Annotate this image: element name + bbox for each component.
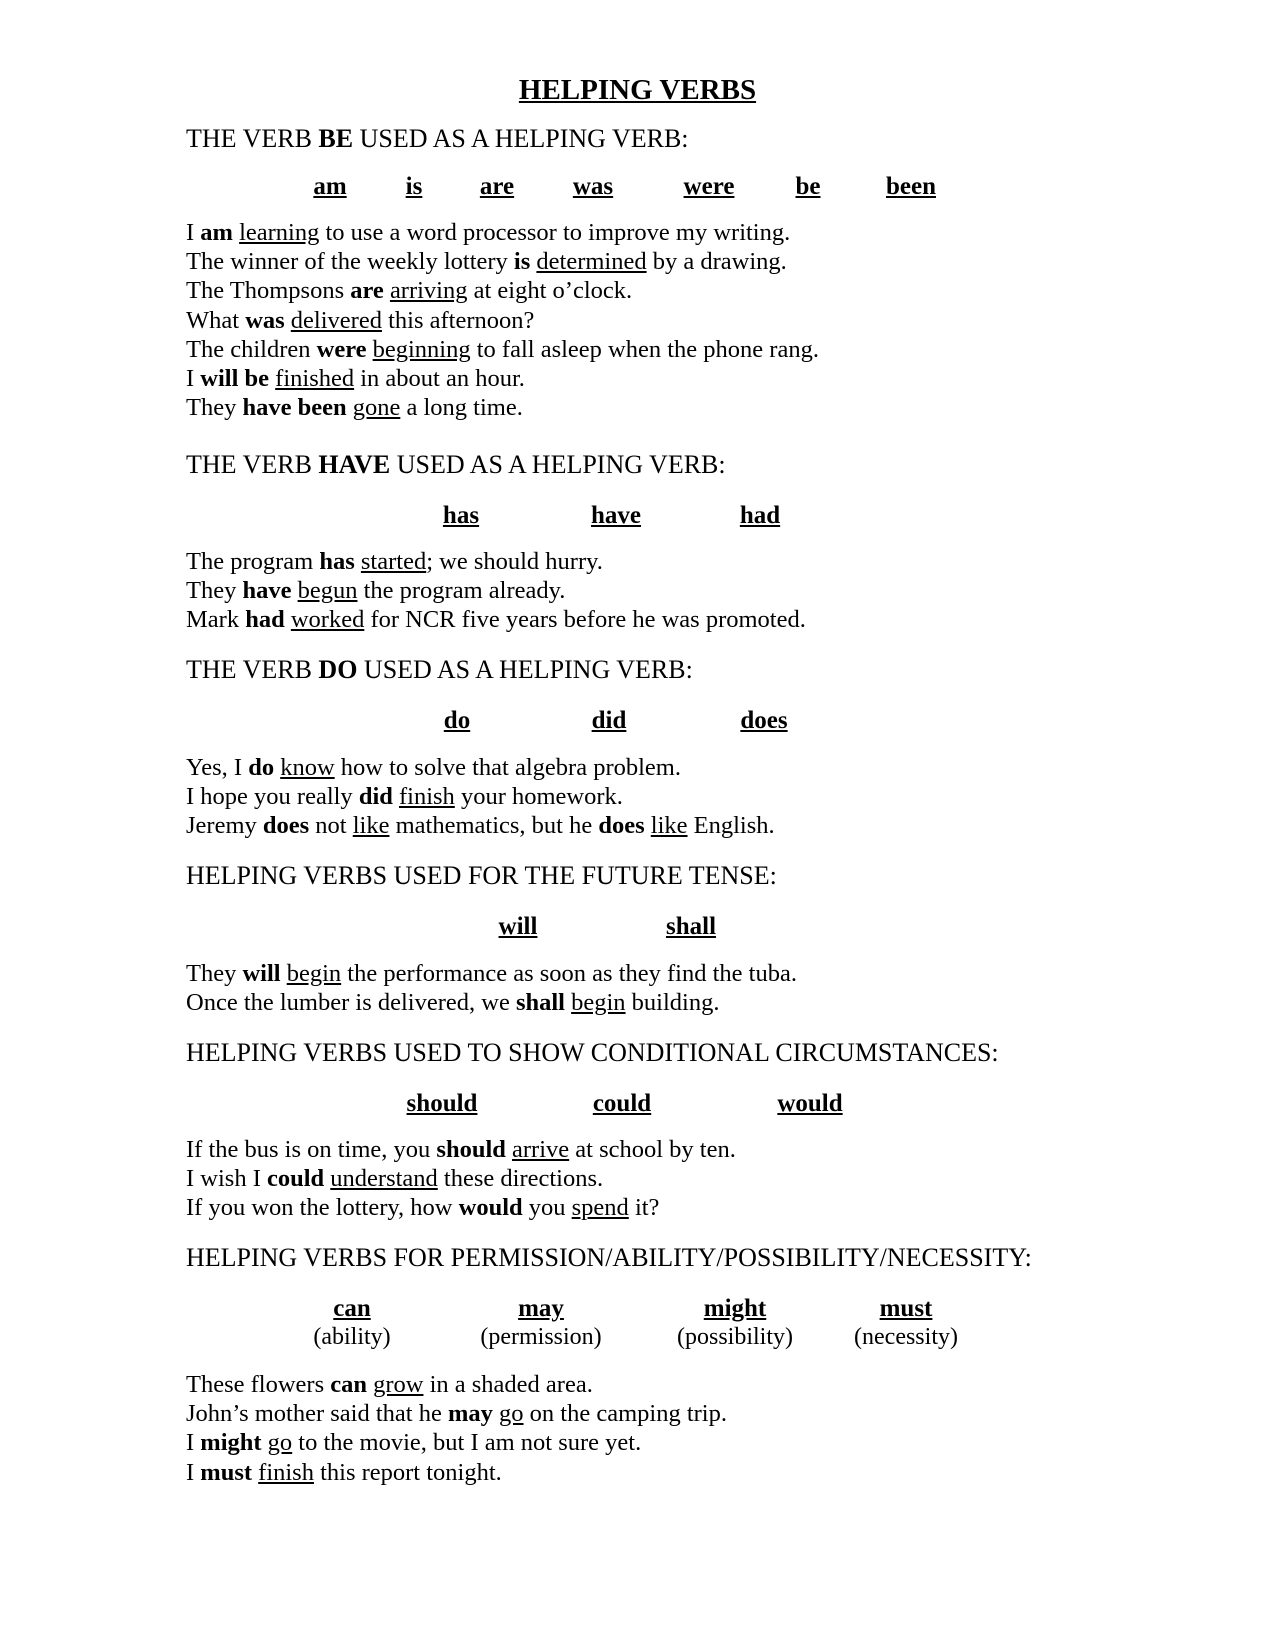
section-heading xyxy=(186,861,777,891)
example-sentence xyxy=(186,365,525,393)
verb-meaning: (possibility) xyxy=(676,1324,794,1350)
sentence-text: the program already. xyxy=(357,577,566,605)
heading-text: THE VERB xyxy=(186,124,319,153)
heading-verb: DO xyxy=(318,655,358,684)
section-heading xyxy=(186,1243,1032,1273)
helping-verb-text: have been xyxy=(242,394,347,422)
section-heading xyxy=(186,655,693,685)
helping-verb-text: did xyxy=(358,783,393,811)
sentence-text: They xyxy=(186,577,243,605)
example-sentence xyxy=(186,1400,727,1428)
sentence-text: Yes, I xyxy=(186,754,249,781)
main-verb-text: spend xyxy=(571,1194,629,1222)
sentence-text: these directions. xyxy=(437,1165,604,1193)
helping-verb-will: will xyxy=(498,913,538,940)
main-verb-text: gone xyxy=(352,394,401,422)
main-verb-text: worked xyxy=(290,606,365,634)
helping-verb-text: will be xyxy=(200,365,270,392)
helping-verb-text: must xyxy=(200,1458,253,1486)
main-verb-text: begin xyxy=(286,960,342,987)
sentence-text: I hope you really xyxy=(186,783,359,811)
sentence-text: What xyxy=(186,306,246,334)
main-verb-text: go xyxy=(499,1400,524,1428)
example-sentence xyxy=(186,812,775,840)
main-verb-text: beginning xyxy=(372,335,471,363)
helping-verb-are: are xyxy=(479,173,515,200)
sentence-text: in about an hour. xyxy=(354,365,525,392)
sentence-text: your homework. xyxy=(454,783,623,811)
helping-verb-been: been xyxy=(886,173,936,200)
sentence-text: The children xyxy=(186,335,317,363)
heading-text: HELPING VERBS FOR PERMISSION/ABILITY/POSSIBILITY/NECESSITY: xyxy=(186,1243,1032,1272)
sentence-text: mathematics, but he xyxy=(389,812,599,840)
sentence-text: on the camping trip. xyxy=(523,1400,727,1428)
sentence-text: They xyxy=(186,960,243,987)
example-sentence xyxy=(186,1459,502,1487)
helping-verb-text: would xyxy=(458,1194,523,1222)
helping-verb-text: do xyxy=(248,754,275,781)
helping-verb-text: does xyxy=(262,812,310,840)
sentence-text: ; we should hurry. xyxy=(426,548,603,575)
helping-verb-is: is xyxy=(405,173,423,200)
sentence-text: how to solve that algebra problem. xyxy=(334,754,681,781)
helping-verb-can: can xyxy=(333,1295,371,1322)
helping-verb-text: had xyxy=(245,606,285,634)
sentence-text: the performance as soon as they find the tuba. xyxy=(341,960,797,987)
main-verb-text: like xyxy=(352,812,390,840)
helping-verb-text: were xyxy=(316,335,367,363)
sentence-text: They xyxy=(186,394,243,422)
helping-verb-text: could xyxy=(266,1165,325,1193)
helping-verb-be: be xyxy=(795,173,821,200)
helping-verb-did: did xyxy=(591,707,627,734)
sentence-text: it? xyxy=(628,1194,660,1222)
example-sentence xyxy=(186,307,534,335)
helping-verb-could: could xyxy=(592,1090,652,1117)
sentence-text: If you won the lottery, how xyxy=(186,1194,459,1222)
sentence-text: The winner of the weekly lottery xyxy=(186,248,514,276)
heading-text: THE VERB xyxy=(186,450,319,479)
main-verb-text: begun xyxy=(297,577,358,605)
helping-verb-text: am xyxy=(200,219,233,246)
sentence-text: The Thompsons xyxy=(186,277,351,305)
heading-text: HELPING VERBS USED TO SHOW CONDITIONAL CIRCUMSTANCES: xyxy=(186,1038,999,1067)
main-verb-text: delivered xyxy=(290,306,382,334)
main-verb-text: go xyxy=(267,1429,293,1457)
helping-verb-text: have xyxy=(242,577,292,605)
verb-meaning: (necessity) xyxy=(854,1324,958,1350)
sentence-text: These flowers xyxy=(186,1371,331,1398)
helping-verb-might: might xyxy=(703,1295,767,1322)
sentence-text: I wish I xyxy=(186,1165,267,1193)
example-sentence xyxy=(186,277,632,305)
example-sentence xyxy=(186,754,681,782)
example-sentence xyxy=(186,783,623,811)
example-sentence xyxy=(186,1429,641,1457)
main-verb-text: arrive xyxy=(512,1136,570,1163)
sentence-text: John’s mother said that he xyxy=(186,1400,448,1428)
sentence-text: not xyxy=(309,812,353,840)
example-sentence xyxy=(186,248,787,276)
verb-meaning: (ability) xyxy=(313,1324,391,1350)
heading-verb: BE xyxy=(318,124,354,153)
sentence-text: this report tonight. xyxy=(313,1458,502,1486)
sentence-text: I xyxy=(186,1429,201,1457)
helping-verb-were: were xyxy=(683,173,735,200)
sentence-text: Jeremy xyxy=(186,812,263,840)
verb-meaning: (permission) xyxy=(480,1324,602,1350)
main-verb-text: finish xyxy=(399,783,455,811)
example-sentence xyxy=(186,1194,659,1222)
sentence-text: I xyxy=(186,219,201,246)
helping-verb-text: will xyxy=(242,960,281,987)
sentence-text: The program xyxy=(186,548,320,575)
sentence-text: to the movie, but I am not sure yet. xyxy=(292,1429,642,1457)
sentence-text: If the bus is on time, you xyxy=(186,1136,437,1163)
helping-verb-would: would xyxy=(777,1090,843,1117)
sentence-text: at school by ten. xyxy=(569,1136,736,1163)
sentence-text: for NCR five years before he was promoted. xyxy=(364,606,806,634)
example-sentence xyxy=(186,336,819,364)
sentence-text: Once the lumber is delivered, we xyxy=(186,989,516,1017)
sentence-text: this afternoon? xyxy=(381,306,535,334)
main-verb-text: determined xyxy=(536,248,647,276)
helping-verb-should: should xyxy=(406,1090,478,1117)
main-verb-text: finish xyxy=(258,1458,314,1486)
helping-verb-text: is xyxy=(513,248,531,276)
helping-verb-does: does xyxy=(740,707,788,734)
helping-verb-may: may xyxy=(518,1295,564,1322)
sentence-text: a long time. xyxy=(400,394,523,422)
page-title: HELPING VERBS xyxy=(518,74,757,106)
helping-verb-text: was xyxy=(245,306,285,334)
sentence-text: to fall asleep when the phone rang. xyxy=(470,335,819,363)
heading-verb: HAVE xyxy=(318,450,391,479)
main-verb-text: grow xyxy=(373,1371,424,1398)
example-sentence xyxy=(186,606,806,634)
helping-verb-text: has xyxy=(319,548,355,575)
section-heading xyxy=(186,1038,999,1068)
section-heading xyxy=(186,124,689,154)
main-verb-text: like xyxy=(650,812,688,840)
sentence-text: I xyxy=(186,365,201,392)
main-verb-text: understand xyxy=(330,1165,438,1193)
heading-text: THE VERB xyxy=(186,655,319,684)
sentence-text: building. xyxy=(625,989,720,1017)
helping-verb-had: had xyxy=(739,502,781,529)
sentence-text: to use a word processor to improve my writing. xyxy=(319,219,791,246)
example-sentence xyxy=(186,394,523,422)
helping-verb-was: was xyxy=(572,173,614,200)
example-sentence xyxy=(186,548,603,576)
heading-text: USED AS A HELPING VERB: xyxy=(353,124,689,153)
main-verb-text: started xyxy=(360,548,427,575)
sentence-text: by a drawing. xyxy=(646,248,787,276)
main-verb-text: learning xyxy=(239,219,320,246)
helping-verb-text: are xyxy=(350,277,384,305)
helping-verb-shall: shall xyxy=(665,913,717,940)
helping-verb-text: does xyxy=(598,812,645,840)
sentence-text: at eight o’clock. xyxy=(467,277,633,305)
sentence-text: I xyxy=(186,1458,201,1486)
heading-text: HELPING VERBS USED FOR THE FUTURE TENSE: xyxy=(186,861,777,890)
example-sentence xyxy=(186,1136,736,1164)
helping-verb-text: can xyxy=(330,1371,367,1398)
section-heading xyxy=(186,450,726,480)
helping-verb-text: shall xyxy=(515,989,565,1017)
sentence-text: you xyxy=(522,1194,572,1222)
heading-text: USED AS A HELPING VERB: xyxy=(390,450,726,479)
main-verb-text: arriving xyxy=(389,277,468,305)
main-verb-text: begin xyxy=(571,989,626,1017)
helping-verb-must: must xyxy=(879,1295,933,1322)
helping-verb-has: has xyxy=(442,502,480,529)
sentence-text: English. xyxy=(687,812,775,840)
helping-verb-am: am xyxy=(313,173,347,200)
example-sentence xyxy=(186,1371,593,1399)
example-sentence xyxy=(186,960,797,988)
example-sentence xyxy=(186,1165,603,1193)
main-verb-text: finished xyxy=(275,365,355,392)
example-sentence xyxy=(186,989,719,1017)
sentence-text: in a shaded area. xyxy=(423,1371,593,1398)
main-verb-text: know xyxy=(280,754,335,781)
sentence-text: Mark xyxy=(186,606,246,634)
helping-verb-text: may xyxy=(447,1400,493,1428)
example-sentence xyxy=(186,219,790,247)
example-sentence xyxy=(186,577,565,605)
helping-verb-text: might xyxy=(200,1429,262,1457)
heading-text: USED AS A HELPING VERB: xyxy=(357,655,693,684)
helping-verb-have: have xyxy=(591,502,641,529)
helping-verb-do: do xyxy=(443,707,471,734)
helping-verb-text: should xyxy=(436,1136,506,1163)
